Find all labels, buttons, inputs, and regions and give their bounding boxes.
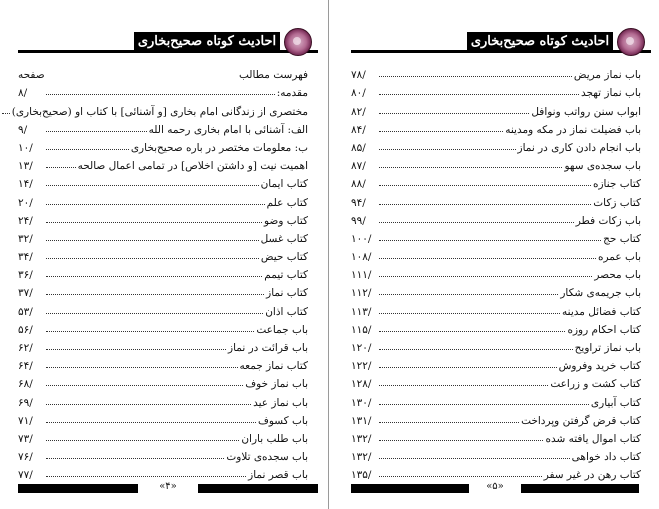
- left-page: [11, 0, 318, 509]
- dot-leader: [379, 404, 589, 405]
- toc-entry: [18, 281, 308, 299]
- toc-entry-title: کتاب تیمم: [264, 269, 308, 282]
- toc-entry-page: ۶۸/: [18, 378, 33, 391]
- page-header: [18, 28, 318, 58]
- dot-leader: [379, 167, 562, 168]
- dot-leader: [46, 349, 226, 350]
- toc-entry-title: کتاب زکات: [593, 196, 641, 209]
- toc-entry: [351, 427, 641, 445]
- dot-leader: [379, 385, 548, 386]
- toc-entry: [351, 463, 641, 481]
- footer-bar: [521, 484, 639, 493]
- toc-entry: [351, 99, 641, 117]
- right-page: [351, 0, 651, 509]
- toc-entry-page: ۸۲/: [351, 105, 366, 118]
- toc-entry-title: مقدمه:: [276, 87, 308, 100]
- dot-leader: [379, 294, 558, 295]
- toc-entry: [18, 336, 308, 354]
- toc-entry: [351, 136, 641, 154]
- toc-entry-title: کتاب کشت و زراعت: [550, 378, 641, 391]
- toc-entry: [18, 81, 308, 99]
- toc-entry-title: باب کسوف: [257, 414, 308, 427]
- page-divider: [328, 0, 329, 509]
- toc-entry: [351, 318, 641, 336]
- toc-entry-page: ۱۴/: [18, 178, 33, 191]
- page-number: «۴»: [159, 481, 177, 492]
- dot-leader: [379, 458, 570, 459]
- footer-bar: [351, 484, 469, 493]
- toc-entry: [18, 263, 308, 281]
- toc-entry-title: ب: معلومات مختصر در باره صحیح‌بخاری: [130, 141, 308, 154]
- dot-leader: [46, 149, 129, 150]
- toc-entry: [351, 154, 641, 172]
- toc-entry-page: ۲۰/: [18, 196, 33, 209]
- toc-heading: فهرست مطالب: [238, 69, 308, 82]
- toc-entry-page: ۳۶/: [18, 269, 33, 282]
- toc-entry-page: ۵۳/: [18, 305, 33, 318]
- toc-entry: [18, 427, 308, 445]
- toc-entry: [351, 209, 641, 227]
- toc-entry: [18, 390, 308, 408]
- toc-entry-title: الف: آشنائی با امام بخاری رحمه الله: [148, 123, 308, 136]
- toc-entry-page: ۹۹/: [351, 214, 366, 227]
- dot-leader: [46, 294, 264, 295]
- toc-entry-page: ۹/: [18, 123, 28, 136]
- toc-entry-page: ۱۲۰/: [351, 342, 372, 354]
- toc-entry-title: باب قصر نماز: [248, 469, 308, 482]
- header-title: احادیث کوتاه صحیح‌بخاری: [467, 32, 613, 52]
- header-title: احادیث کوتاه صحیح‌بخاری: [134, 32, 280, 52]
- toc-entry-page: ۳۷/: [18, 287, 33, 300]
- dot-leader: [379, 149, 516, 150]
- toc-entry-page: ۲۴/: [18, 214, 33, 227]
- page-footer: [18, 481, 318, 494]
- toc-entry-page: ۱۲۲/: [351, 360, 372, 373]
- toc-entry-title: باب انجام دادن کاری در نماز: [517, 141, 641, 154]
- toc-entry-page: ۸۵/: [351, 141, 366, 154]
- dot-leader: [379, 222, 574, 223]
- dot-leader: [379, 367, 557, 368]
- dot-leader: [379, 331, 565, 332]
- dot-leader: [46, 476, 246, 477]
- dot-leader: [379, 440, 543, 441]
- toc-entry-title: کتاب قرض گرفتن وپرداخت: [521, 414, 641, 427]
- toc-column-headers: [18, 63, 308, 81]
- dot-leader: [46, 94, 275, 95]
- dot-leader: [379, 204, 591, 205]
- dot-leader: [379, 240, 601, 241]
- toc-entry-page: ۱۱۱/: [351, 269, 372, 282]
- toc-entry-page: ۱۳/: [18, 160, 33, 173]
- toc-entry: [18, 172, 308, 190]
- toc-entry-title: باب نماز تراویح: [574, 342, 641, 354]
- dot-leader: [46, 276, 262, 277]
- dot-leader: [379, 349, 573, 350]
- toc-entry-title: باب سجده‌ی سهو: [564, 160, 641, 173]
- toc-entry-title: باب فضیلت نماز در مکه ومدینه: [505, 123, 641, 136]
- toc-entry-title: کتاب جنازه: [592, 178, 641, 191]
- toc-entry-title: کتاب اموال یافته شده: [545, 432, 641, 445]
- toc-entry-page: ۷۱/: [18, 414, 33, 427]
- toc-entry-page: ۱۳۲/: [351, 432, 372, 445]
- page-number: «۵»: [486, 481, 504, 492]
- toc-entry-page: ۵۶/: [18, 323, 33, 336]
- toc-entry-title: اهمیت نیت [و داشتن اخلاص] در تمامی اعمال صالحه: [77, 160, 308, 173]
- toc-entry-title: باب طلب باران: [241, 432, 308, 445]
- toc-entry-page: ۱۱۵/: [351, 323, 372, 336]
- toc-entry-page: ۷۶/: [18, 451, 33, 464]
- toc-entry-title: باب نماز خوف: [245, 378, 308, 391]
- toc-entry: [351, 81, 641, 99]
- toc-entry-title: کتاب رهن در غیر سفر: [543, 469, 641, 482]
- toc-entry: [351, 172, 641, 190]
- toc-entry-page: ۱۳۰/: [351, 396, 372, 409]
- toc-entry-page: ۱۳۵/: [351, 469, 372, 482]
- toc-entry: [18, 318, 308, 336]
- dot-leader: [46, 131, 147, 132]
- toc-entry-title: کتاب خرید وفروش: [558, 360, 641, 373]
- toc-entry: [18, 118, 308, 136]
- toc-entry-page: ۳۴/: [18, 251, 33, 264]
- dot-leader: [379, 422, 519, 423]
- toc-entry: [351, 445, 641, 463]
- toc-entry-page: ۷۷/: [18, 469, 33, 482]
- dot-leader: [46, 331, 254, 332]
- toc-entry: [351, 390, 641, 408]
- toc-entry-page: ۱۰/: [18, 141, 33, 154]
- toc-entry-page: ۶۲/: [18, 342, 33, 354]
- toc-entry-title: کتاب غسل: [260, 232, 308, 245]
- toc-entry-title: کتاب علم: [266, 196, 308, 209]
- dot-leader: [46, 167, 76, 168]
- dot-leader: [46, 440, 239, 441]
- dot-leader: [46, 385, 243, 386]
- toc-entry: [18, 409, 308, 427]
- dot-leader: [46, 404, 251, 405]
- seal-icon: [617, 28, 645, 56]
- toc-entry-page: ۱۱۳/: [351, 305, 372, 318]
- toc-entry: [18, 154, 308, 172]
- toc-entry-title: کتاب احکام روزه: [567, 323, 641, 336]
- toc-entry-title: باب جماعت: [256, 323, 308, 336]
- dot-leader: [46, 458, 224, 459]
- toc-entry: [351, 245, 641, 263]
- toc-entry: [18, 372, 308, 390]
- toc-entry-page: ۸۴/: [351, 123, 366, 136]
- toc-entry-title: کتاب اذان: [265, 305, 308, 318]
- toc-entry: [351, 336, 641, 354]
- footer-bar: [198, 484, 318, 493]
- toc-entry-title: کتاب داد خواهی: [571, 451, 641, 464]
- dot-leader: [379, 476, 542, 477]
- toc-entry: [351, 190, 641, 208]
- toc-entry-title: کتاب فضائل مدینه: [562, 305, 641, 318]
- toc-entry-title: کتاب حج: [603, 232, 641, 245]
- toc-entry-title: کتاب آبیاری: [590, 396, 641, 409]
- toc-entry: [11, 99, 308, 118]
- toc-entry: [351, 63, 641, 81]
- dot-leader: [379, 76, 572, 77]
- toc-entry-page: ۳۲/: [18, 232, 33, 245]
- toc-entry: [18, 245, 308, 263]
- toc-entry-page: ۶۴/: [18, 360, 33, 373]
- toc-entry-page: ۱۰۸/: [351, 251, 372, 264]
- dot-leader: [46, 422, 256, 423]
- toc-entry-title: کتاب نماز جمعه: [239, 360, 308, 373]
- toc-entry-title: باب نماز عید: [253, 396, 308, 409]
- page-header: [351, 28, 651, 58]
- toc-entry: [351, 281, 641, 299]
- toc-entry: [18, 136, 308, 154]
- dot-leader: [46, 222, 262, 223]
- toc-entry-page: ۶۹/: [18, 396, 33, 409]
- toc-entry-page: ۹۴/: [351, 196, 366, 209]
- toc-entry: [18, 463, 308, 481]
- toc-entry: [351, 372, 641, 390]
- toc-entry-title: باب نماز مریض: [573, 69, 641, 82]
- page-footer: [351, 481, 651, 494]
- toc-entry-title: مختصری از زندگانی امام بخاری [و آشنائی] با کتاب او (صحیح‌بخاری): [11, 105, 308, 118]
- toc-entry-title: کتاب وضو: [264, 214, 308, 227]
- toc-entry: [18, 190, 308, 208]
- toc-entry-title: کتاب حیض: [260, 251, 308, 264]
- dot-leader: [46, 313, 263, 314]
- dot-leader: [46, 240, 259, 241]
- toc-entry-page: ۸/: [18, 87, 28, 100]
- toc-entry-title: کتاب نماز: [266, 287, 308, 300]
- toc-entry-title: باب نماز تهجد: [581, 87, 641, 100]
- seal-icon: [284, 28, 312, 56]
- toc-entry: [351, 227, 641, 245]
- dot-leader: [46, 367, 238, 368]
- toc-entry: [18, 445, 308, 463]
- dot-leader: [46, 258, 259, 259]
- dot-leader: [379, 276, 592, 277]
- toc-entry-page: ۱۳۲/: [351, 451, 372, 464]
- toc-entry-page: ۸۷/: [351, 160, 366, 173]
- dot-leader: [379, 258, 596, 259]
- toc-entry: [351, 354, 641, 372]
- toc-entry-page: ۱۳۱/: [351, 414, 372, 427]
- toc-entry: [18, 299, 308, 317]
- toc-entry-page: ۱۰۰/: [351, 232, 372, 245]
- toc-entry-page: ۷۳/: [18, 432, 33, 445]
- dot-leader: [379, 185, 591, 186]
- toc-entry-page: ۸۰/: [351, 87, 366, 100]
- toc-entry-title: باب سجده‌ی تلاوت: [226, 451, 308, 464]
- dot-leader: [379, 113, 529, 114]
- toc-entry-page: ۷۸/: [351, 69, 366, 82]
- toc-entry: [351, 299, 641, 317]
- dot-leader: [46, 204, 265, 205]
- toc-entry-title: ابواب سنن رواتب ونوافل: [531, 105, 641, 118]
- toc-entry-page: ۱۲۸/: [351, 378, 372, 391]
- toc-entry: [18, 209, 308, 227]
- footer-bar: [18, 484, 138, 493]
- toc-entry: [18, 354, 308, 372]
- toc-entry-title: کتاب ایمان: [260, 178, 308, 191]
- toc-list-right: [351, 63, 641, 481]
- toc-entry: [351, 263, 641, 281]
- dot-leader: [379, 313, 560, 314]
- toc-entry: [351, 118, 641, 136]
- toc-entry-page: ۸۸/: [351, 178, 366, 191]
- dot-leader: [2, 113, 10, 114]
- toc-entry-title: باب عمره: [598, 251, 641, 264]
- toc-entry-title: باب زکات فطر: [575, 214, 641, 227]
- toc-list-left: [11, 63, 308, 482]
- toc-entry-title: باب جریمه‌ی شکار: [560, 287, 641, 300]
- toc-entry-title: باب قرائت در نماز: [228, 342, 308, 354]
- page-column-heading: صفحه: [18, 69, 45, 82]
- toc-entry-page: ۱۱۲/: [351, 287, 372, 300]
- toc-entry: [18, 227, 308, 245]
- toc-entry: [351, 409, 641, 427]
- toc-entry-title: باب محصر: [594, 269, 641, 282]
- dot-leader: [379, 131, 503, 132]
- dot-leader: [46, 185, 259, 186]
- dot-leader: [379, 94, 579, 95]
